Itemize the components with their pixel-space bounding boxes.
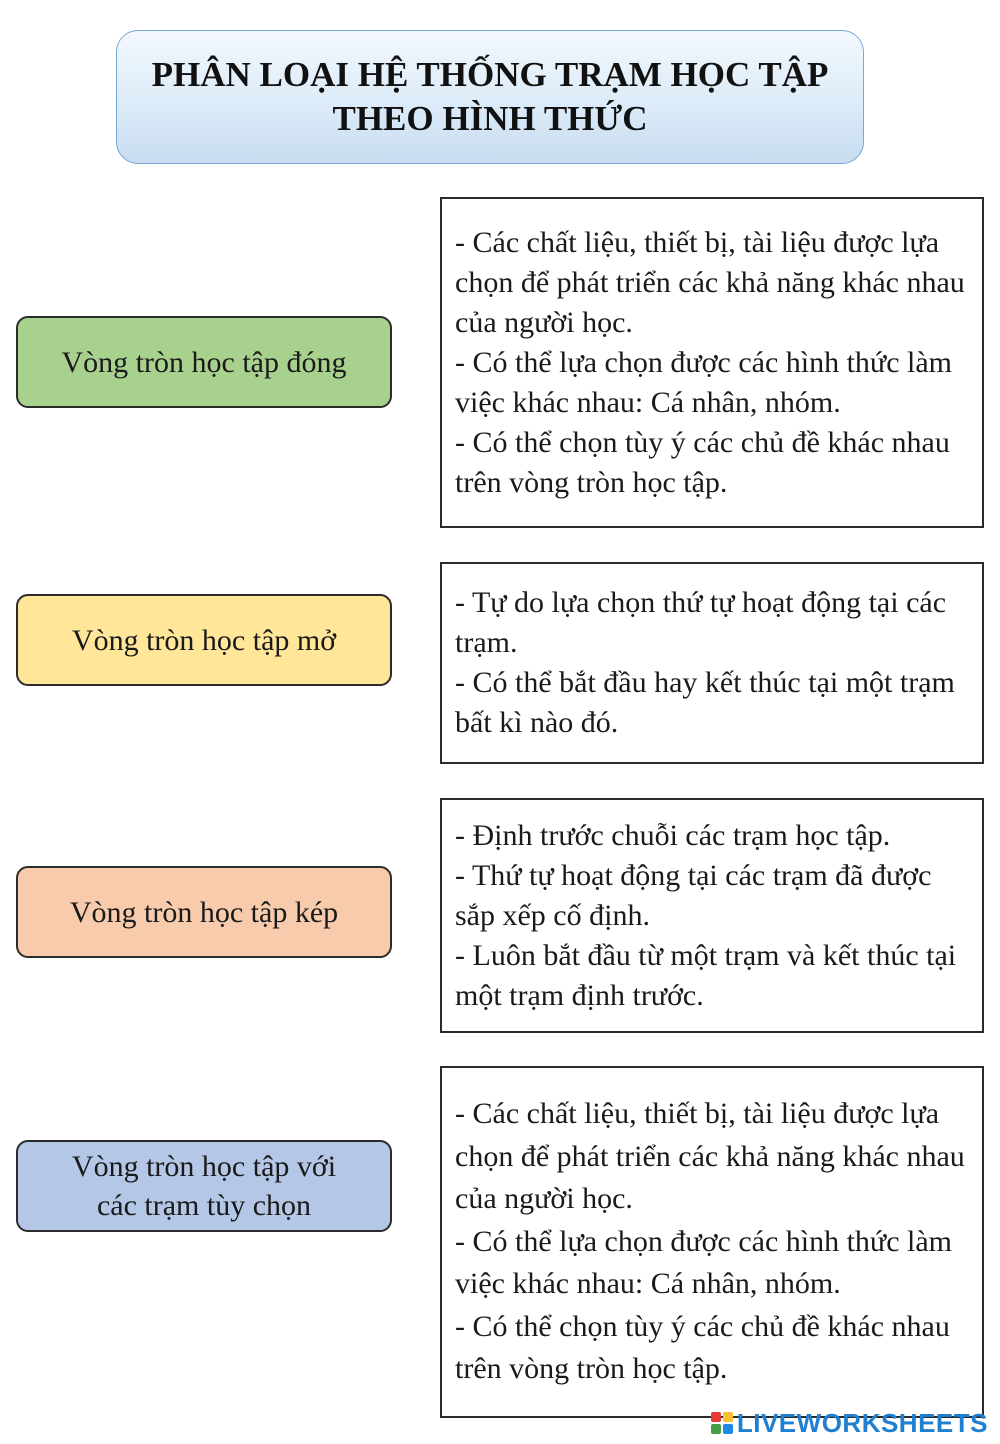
category-label-text: Vòng tròn học tập mở: [71, 623, 337, 657]
description-line: - Luôn bắt đầu từ một trạm và kết thúc tại một trạm định trước.: [455, 938, 957, 1012]
category-label-text: Vòng tròn học tập đóng: [61, 345, 347, 379]
logo-square: [711, 1412, 721, 1422]
category-description-open: [440, 562, 984, 764]
diagram-title: PHÂN LOẠI HỆ THỐNG TRẠM HỌC TẬP THEO HÌNH THỨC: [151, 55, 829, 138]
description-line: - Thứ tự hoạt động tại các trạm đã được sắp xếp cố định.: [455, 858, 932, 932]
logo-square: [723, 1412, 733, 1422]
diagram-title-box: [116, 30, 864, 164]
description-line: - Các chất liệu, thiết bị, tài liệu được lựa chọn để phát triển các khả năng khác nhau của người học.: [455, 1097, 965, 1216]
description-line: - Tự do lựa chọn thứ tự hoạt động tại các trạm.: [455, 586, 947, 659]
category-label-text: Vòng tròn học tập kép: [69, 895, 339, 929]
category-label-text: Vòng tròn học tập với các trạm tùy chọn: [71, 1150, 337, 1222]
description-line: - Có thể chọn tùy ý các chủ đề khác nhau trên vòng tròn học tập.: [455, 425, 950, 499]
category-label-optional: [16, 1140, 392, 1232]
description-line: - Có thể bắt đầu hay kết thúc tại một trạm bất kì nào đó.: [455, 666, 955, 739]
description-line: - Có thể lựa chọn được các hình thức làm việc khác nhau: Cá nhân, nhóm.: [455, 1224, 952, 1301]
category-label-closed: [16, 316, 392, 408]
description-line: - Các chất liệu, thiết bị, tài liệu được lựa chọn để phát triển các khả năng khác nhau của người học.: [455, 225, 965, 339]
category-label-open: [16, 594, 392, 686]
watermark-text: LIVEWORKSHEETS: [736, 1407, 988, 1438]
description-line: - Định trước chuỗi các trạm học tập.: [455, 818, 891, 852]
liveworksheets-watermark[interactable]: [711, 1408, 988, 1438]
category-description-optional: [440, 1066, 984, 1418]
liveworksheets-logo-icon: [711, 1412, 733, 1434]
description-line: - Có thể lựa chọn được các hình thức làm việc khác nhau: Cá nhân, nhóm.: [455, 345, 952, 419]
category-label-double: [16, 866, 392, 958]
logo-square: [723, 1424, 733, 1434]
logo-square: [711, 1424, 721, 1434]
category-description-closed: [440, 197, 984, 528]
category-description-double: [440, 798, 984, 1033]
description-line: - Có thể chọn tùy ý các chủ đề khác nhau trên vòng tròn học tập.: [455, 1309, 950, 1386]
